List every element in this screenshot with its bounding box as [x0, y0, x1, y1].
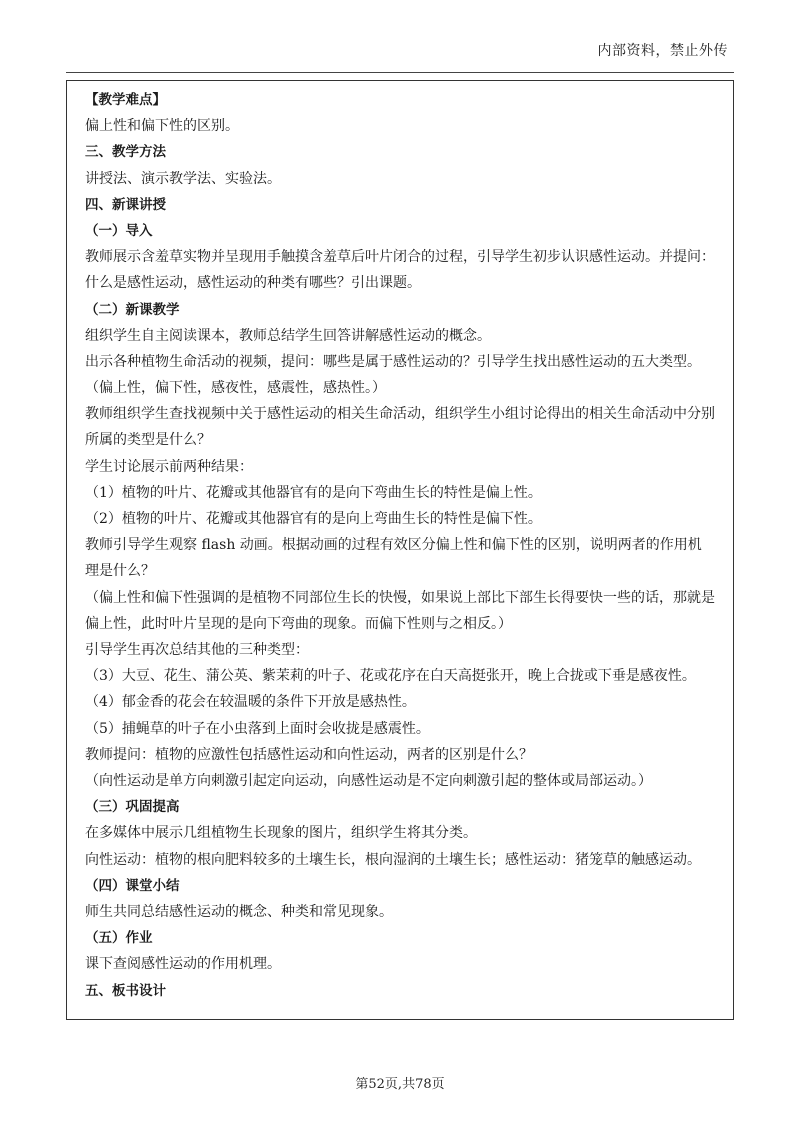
body-text: （2）植物的叶片、花瓣或其他器官有的是向上弯曲生长的特性是偏下性。 [85, 511, 542, 528]
body-text: 偏上性和偏下性的区别。 [85, 118, 239, 135]
body-text: 向性运动：植物的根向肥料较多的土壤生长，根向湿润的土壤生长；感性运动：猪笼草的触感运动。 [85, 851, 701, 868]
body-text: 出示各种植物生命活动的视频，提问：哪些是属于感性运动的？引导学生找出感性运动的五大类型。 [85, 353, 701, 370]
section-heading: （一）导入 [85, 222, 153, 239]
body-text: （5）捕蝇草的叶子在小虫落到上面时会收拢是感震性。 [85, 720, 430, 737]
lesson-plan-box [66, 80, 734, 1020]
section-heading: （四）课堂小结 [85, 877, 180, 894]
section-heading: 三、教学方法 [85, 144, 166, 161]
body-text: （1）植物的叶片、花瓣或其他器官有的是向下弯曲生长的特性是偏上性。 [85, 484, 542, 501]
body-text: （向性运动是单方向刺激引起定向运动，向感性运动是不定向刺激引起的整体或局部运动。） [85, 773, 652, 789]
body-text: 教师提问：植物的应激性包括感性运动和向性运动，两者的区别是什么？ [85, 746, 533, 763]
body-text: 引导学生再次总结其他的三种类型： [85, 642, 309, 659]
section-heading: 五、板书设计 [85, 982, 166, 999]
body-text: 教师组织学生查找视频中关于感性运动的相关生命活动，组织学生小组讨论得出的相关生命活动中分别所属的类型是什么？ [85, 406, 715, 449]
body-text: （偏上性和偏下性强调的是植物不同部位生长的快慢，如果说上部比下部生长得要快一些的话，那就是偏上性，此时叶片呈现的是向下弯曲的现象。而偏下性则与之相反。） [85, 589, 715, 632]
section-heading: （三）巩固提高 [85, 799, 180, 816]
page-number: 第52页,共78页 [355, 1077, 445, 1092]
section-heading: 【教学难点】 [85, 92, 166, 108]
body-text: 教师引导学生观察 flash 动画。根据动画的过程有效区分偏上性和偏下性的区别，说明两者的作用机理是什么？ [85, 537, 702, 580]
body-text: 组织学生自主阅读课本，教师总结学生回答讲解感性运动的概念。 [85, 327, 491, 344]
section-heading: （二）新课教学 [85, 301, 180, 318]
body-text: 学生讨论展示前两种结果： [85, 458, 253, 475]
body-text: 讲授法、演示教学法、实验法。 [85, 170, 281, 187]
body-text: （偏上性，偏下性，感夜性，感震性，感热性。） [85, 380, 386, 397]
body-text: 在多媒体中展示几组植物生长现象的图片，组织学生将其分类。 [85, 825, 477, 842]
section-heading: （五）作业 [85, 930, 153, 947]
body-text: （4）郁金香的花会在较温暖的条件下开放是感热性。 [85, 694, 416, 711]
body-text: 教师展示含羞草实物并呈现用手触摸含羞草后叶片闭合的过程，引导学生初步认识感性运动。并提问：什么是感性运动，感性运动的种类有哪些？引出课题。 [85, 249, 715, 292]
body-text: 师生共同总结感性运动的概念、种类和常见现象。 [85, 903, 393, 920]
body-text: 课下查阅感性运动的作用机理。 [85, 956, 281, 973]
header-divider [66, 72, 734, 73]
section-heading: 四、新课讲授 [85, 196, 166, 213]
confidential-note: 内部资料，禁止外传 [597, 43, 728, 59]
body-text: （3）大豆、花生、蒲公英、紫茉莉的叶子、花或花序在白天高挺张开，晚上合拢或下垂是感夜性。 [85, 668, 696, 685]
